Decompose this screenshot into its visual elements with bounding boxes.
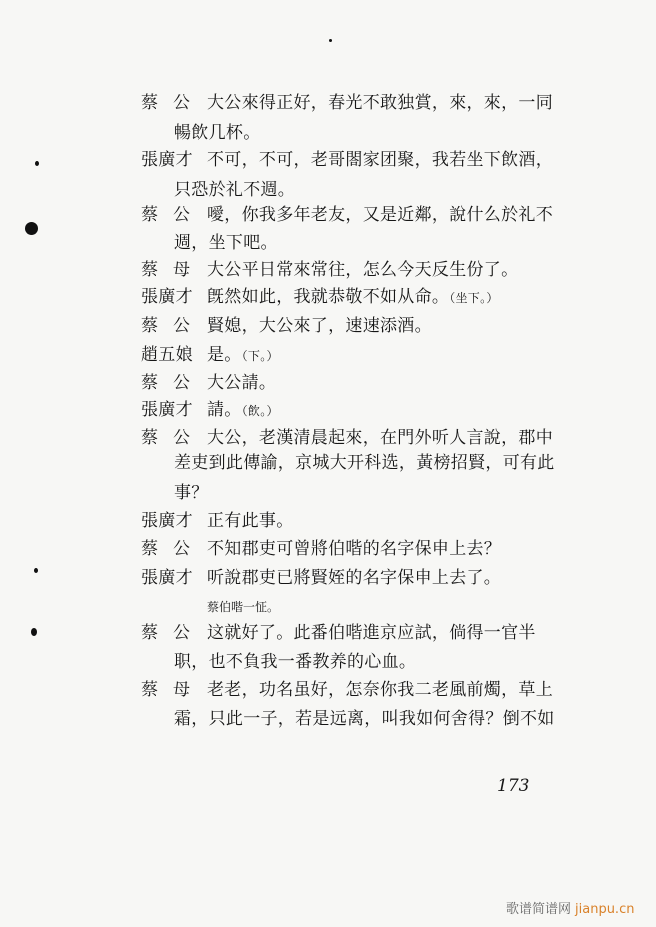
dialogue-line (207, 93, 553, 113)
dialogue-line (207, 373, 276, 393)
dialogue-line (207, 316, 432, 336)
dialogue-text: 大公來得正好，春光不敢独賞，來，來，一同 (207, 93, 553, 113)
speaker-name: 蔡公 (141, 623, 205, 643)
scan-speck (35, 161, 39, 166)
dialogue-line (207, 568, 501, 588)
scan-speck (31, 628, 37, 636)
dialogue-text: 不可，不可，老哥閤家团聚，我若坐下飲酒， (207, 150, 553, 170)
dialogue-line (207, 287, 499, 308)
watermark-site: 歌谱简谱网 (506, 902, 572, 917)
dialogue-line (207, 205, 553, 225)
speaker-name: 張廣才 (141, 568, 193, 588)
dialogue-text: 老老，功名虽好，怎奈你我二老風前燭，草上 (207, 680, 553, 700)
speaker-name: 蔡公 (141, 539, 205, 559)
dialogue-text: 听說郡吏已將賢姪的名字保申上去了。 (207, 568, 502, 588)
dialogue-text: 請。 (207, 400, 242, 420)
scan-speck (34, 568, 38, 573)
speaker-name: 蔡母 (141, 680, 205, 700)
dialogue-text: 正有此事。 (207, 511, 294, 531)
dialogue-text: 大公，老漢清晨起來，在門外听人言說，郡中 (207, 428, 553, 448)
dialogue-line (207, 345, 279, 366)
watermark-url: jianpu.cn (575, 902, 635, 917)
stage-direction: 蔡伯喈一怔。 (207, 600, 280, 614)
dialogue-text: 这就好了。此番伯喈進京应試，倘得一官半 (207, 623, 536, 643)
stage-note: （飲。） (241, 404, 279, 418)
page-number: 173 (497, 776, 530, 796)
dialogue-line (207, 623, 536, 643)
dialogue-line (207, 428, 553, 448)
dialogue-continuation: 差吏到此傳諭，京城大开科选，黃榜招賢，可有此 (174, 453, 555, 473)
dialogue-line (207, 511, 294, 531)
speaker-name: 蔡公 (141, 205, 205, 225)
dialogue-text: 賢媳，大公來了，速速添酒。 (207, 316, 432, 336)
speaker-name: 張廣才 (141, 511, 193, 531)
scan-speck (25, 222, 38, 235)
dialogue-text: 不知郡吏可曾將伯喈的名字保申上去？ (207, 539, 502, 559)
speaker-name: 蔡母 (141, 260, 205, 280)
dialogue-text: 噯，你我多年老友，又是近鄰，說什么於礼不 (207, 205, 553, 225)
dialogue-continuation: 暢飲几杯。 (174, 123, 261, 143)
speaker-name: 張廣才 (141, 400, 193, 420)
dialogue-line (207, 260, 518, 280)
speaker-name: 蔡公 (141, 93, 205, 113)
speaker-name: 蔡公 (141, 428, 205, 448)
scan-speck (329, 39, 332, 42)
dialogue-line (207, 539, 501, 559)
dialogue-continuation: 週，坐下吧。 (174, 233, 278, 253)
speaker-name: 蔡公 (141, 373, 205, 393)
stage-note: （下。） (241, 349, 279, 363)
dialogue-continuation: 事？ (174, 483, 209, 503)
speaker-name: 蔡公 (141, 316, 205, 336)
dialogue-text: 大公請。 (207, 373, 277, 393)
speaker-name: 張廣才 (141, 287, 193, 307)
dialogue-line (207, 680, 553, 700)
dialogue-continuation: 只恐於礼不週。 (174, 180, 296, 200)
watermark (506, 898, 634, 917)
dialogue-line (207, 400, 279, 421)
dialogue-text: 旣然如此，我就恭敬不如从命。 (207, 287, 450, 307)
dialogue-continuation: 霜，只此一子，若是远离，叫我如何舍得？倒不如 (174, 709, 555, 729)
speaker-name: 趙五娘 (141, 345, 193, 365)
dialogue-line (207, 150, 553, 170)
dialogue-text: 大公平日常來常往，怎么今天反生份了。 (207, 260, 519, 280)
stage-note: （坐下。） (449, 291, 499, 305)
dialogue-continuation: 职，也不負我一番教养的心血。 (174, 652, 417, 672)
speaker-name: 張廣才 (141, 150, 193, 170)
dialogue-text: 是。 (207, 345, 242, 365)
